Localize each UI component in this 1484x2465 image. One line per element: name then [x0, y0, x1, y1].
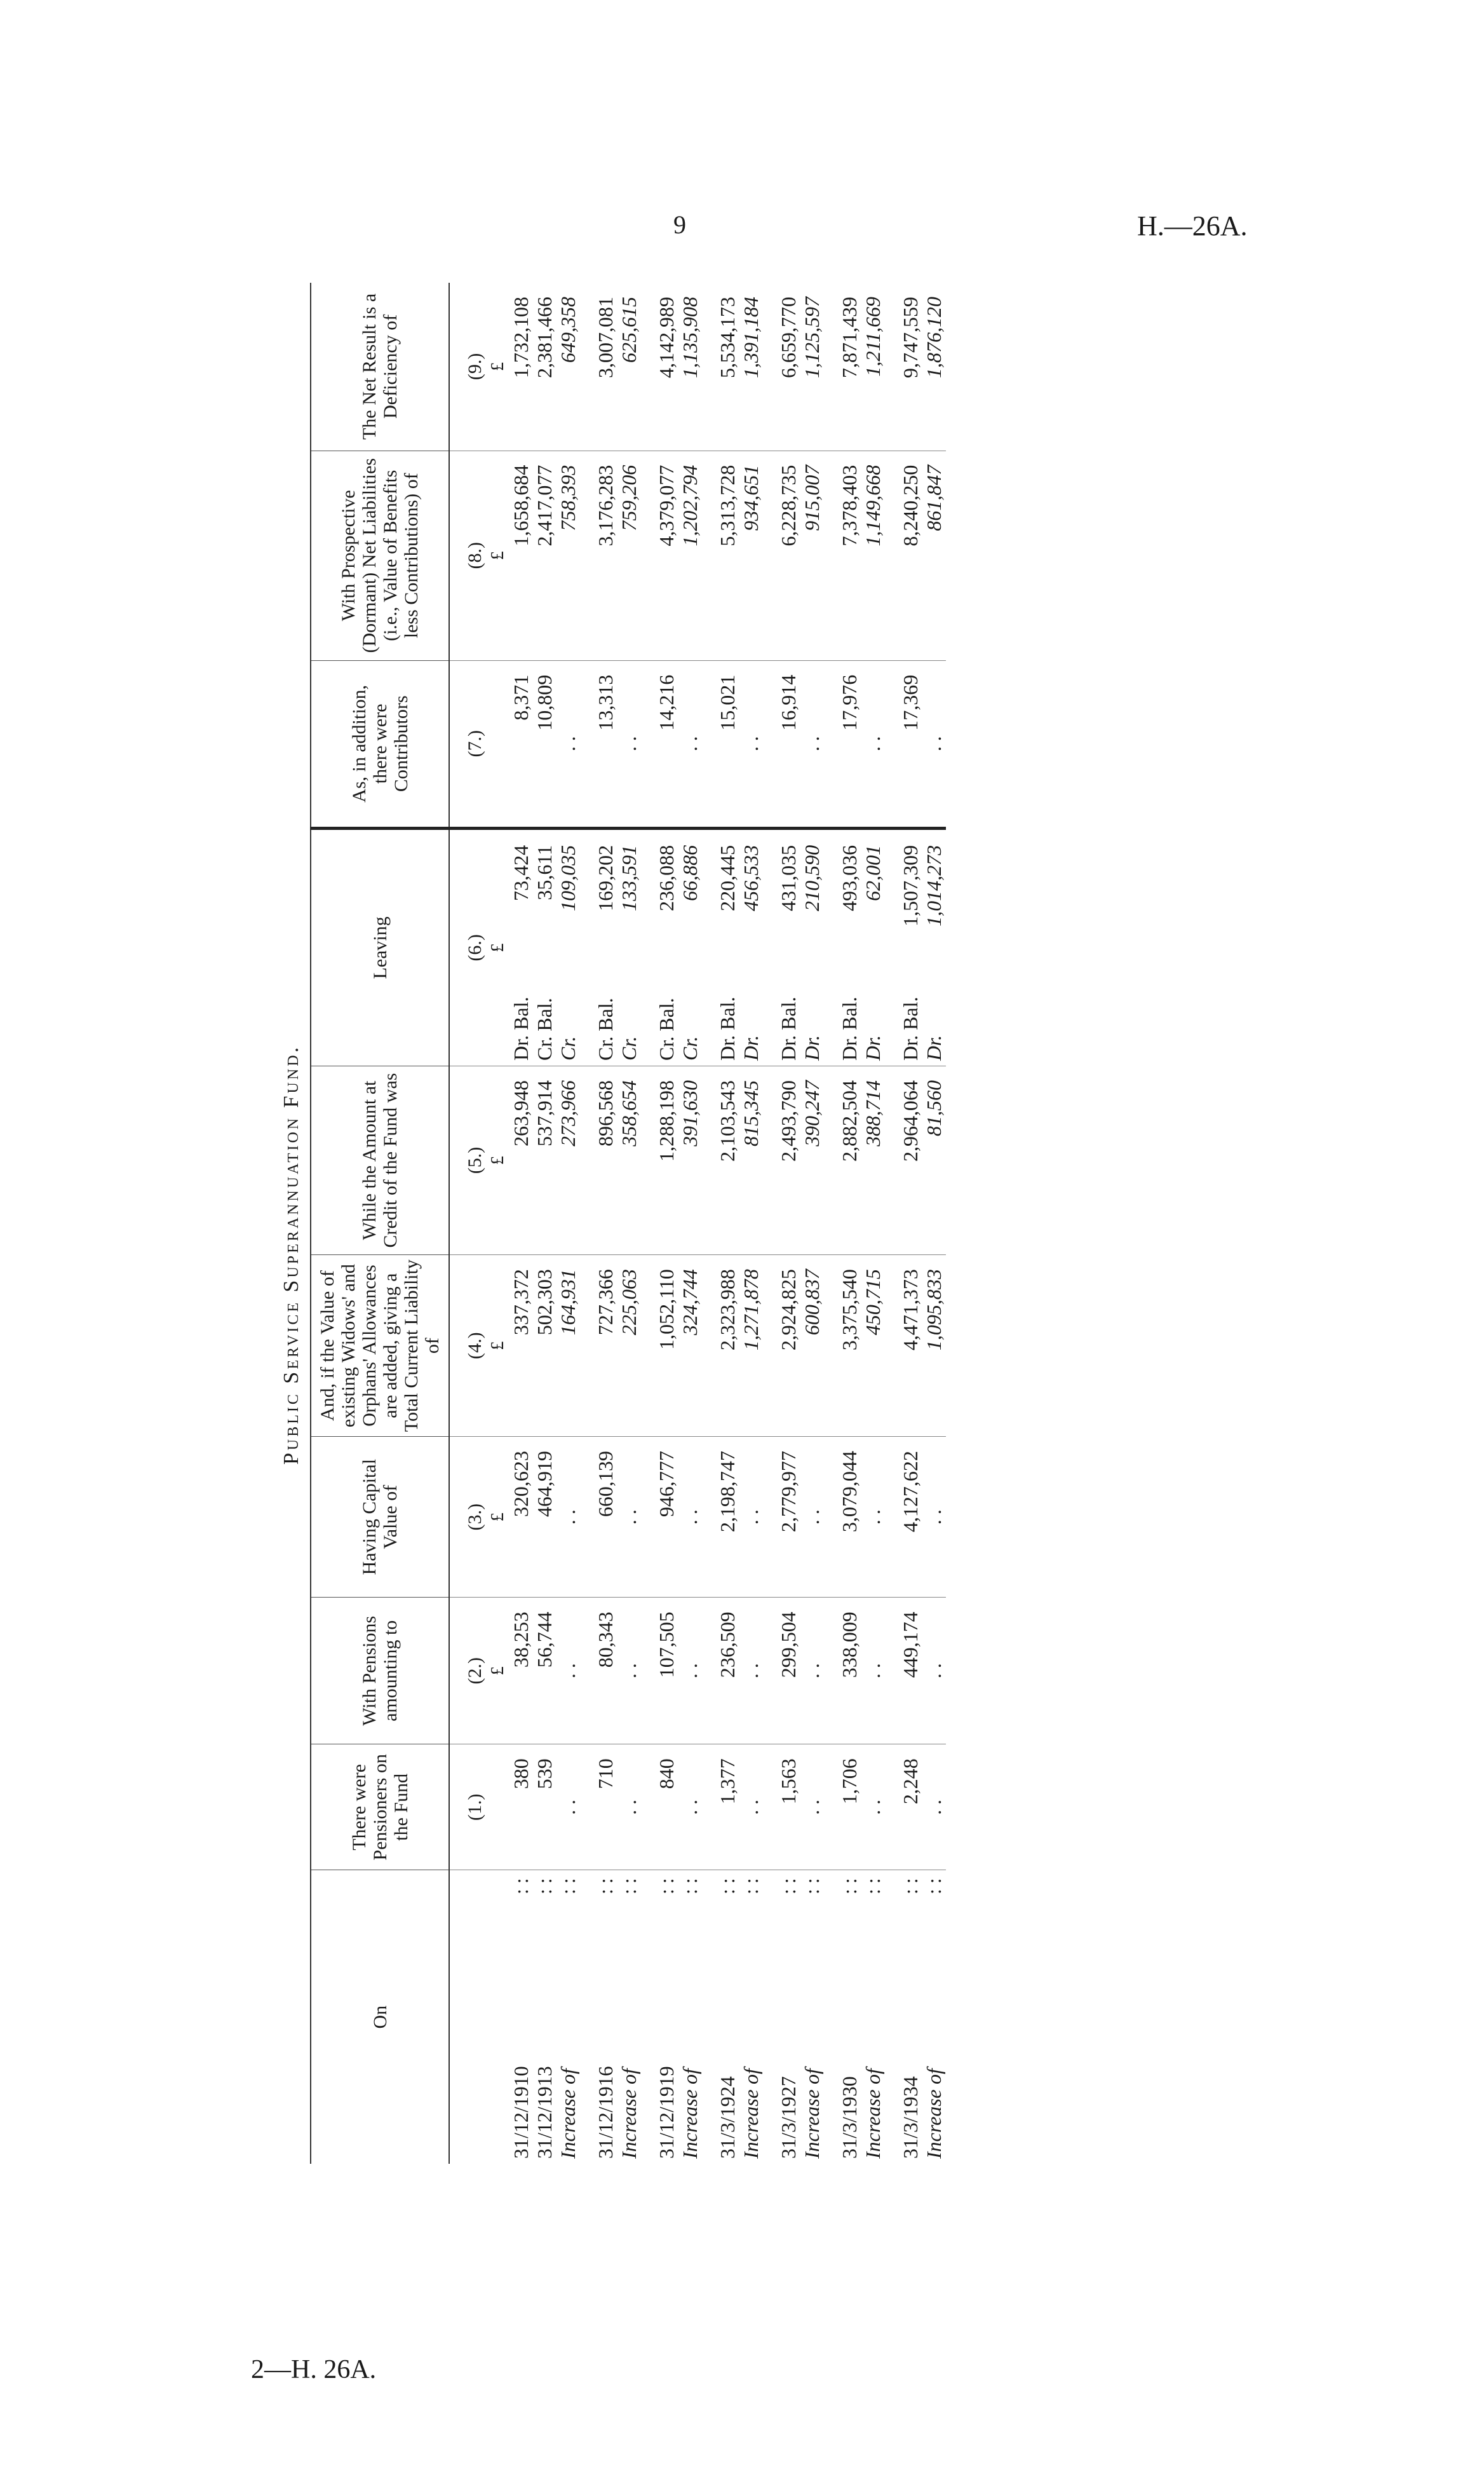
group-gap [824, 283, 838, 2164]
cell-c8: 4,379,077 [655, 451, 678, 660]
table-row [800, 283, 824, 2164]
row-label: 31/3/1924 [716, 2076, 739, 2159]
cell-c4: 727,366 [594, 1255, 617, 1437]
cell-c5: 2,103,543 [716, 1066, 739, 1254]
cell-leaving [800, 828, 824, 1066]
header-on: On [311, 1870, 449, 2164]
cell-c2: 38,253 [509, 1598, 533, 1744]
pound-sign: £ [487, 1437, 509, 1598]
cell-c7: . . [617, 660, 641, 828]
cell-on [838, 1870, 861, 2164]
group-gap [763, 283, 777, 2164]
row-label: 31/3/1927 [777, 2076, 800, 2159]
table-row [861, 283, 885, 2164]
cell-c5: 391,630 [678, 1066, 702, 1254]
cell-c7: . . [556, 660, 580, 828]
cell-c4: 1,052,110 [655, 1255, 678, 1437]
balance-type: Dr. Bal. [777, 996, 800, 1061]
balance-type: Cr. Bal. [533, 998, 556, 1061]
cell-c7: 10,809 [533, 660, 556, 828]
cell-c4: 1,095,833 [922, 1255, 946, 1437]
cell-c1: . . [739, 1744, 763, 1870]
cell-c9: 6,659,770 [777, 283, 800, 451]
document-code: H.—26A. [1137, 210, 1248, 241]
cell-c7: 17,976 [838, 660, 861, 828]
cell-c9: 649,358 [556, 283, 580, 451]
table-row [838, 283, 861, 2164]
cell-c4: 225,063 [617, 1255, 641, 1437]
table-row [655, 283, 678, 2164]
cell-c4: 3,375,540 [838, 1255, 861, 1437]
header-pensions: With Pensions amounting to [311, 1598, 449, 1744]
cell-c3: . . [800, 1437, 824, 1598]
row-leader: : : [922, 1878, 945, 1895]
cell-c2: 236,509 [716, 1598, 739, 1744]
cell-on [800, 1870, 824, 2164]
cell-c2: . . [678, 1598, 702, 1744]
header-fund-credit: While the Amount at Credit of the Fund was [311, 1066, 449, 1254]
cell-c2: . . [922, 1598, 946, 1744]
row-leader: : : [899, 1878, 922, 1895]
row-label: 31/12/1910 [509, 2066, 532, 2159]
cell-c2: 107,505 [655, 1598, 678, 1744]
cell-c7: 15,021 [716, 660, 739, 828]
row-leader: : : [655, 1878, 678, 1895]
cell-leaving [678, 828, 702, 1066]
cell-c1: 710 [594, 1744, 617, 1870]
cell-on [739, 1870, 763, 2164]
cell-c4: 450,715 [861, 1255, 885, 1437]
cell-c1: . . [922, 1744, 946, 1870]
col-num: (5.) [449, 1066, 487, 1254]
cell-c2: 338,009 [838, 1598, 861, 1744]
balance-value: 169,202 [594, 845, 617, 911]
table-row [716, 283, 739, 2164]
table-row [533, 283, 556, 2164]
header-contributors: As, in addition, there were Contributors [311, 660, 449, 828]
cell-c9: 1,135,908 [678, 283, 702, 451]
balance-value: 35,611 [533, 845, 556, 900]
cell-c5: 2,493,790 [777, 1066, 800, 1254]
cell-c4: 2,323,988 [716, 1255, 739, 1437]
cell-c9: 1,732,108 [509, 283, 533, 451]
cell-leaving [533, 828, 556, 1066]
cell-c3: 660,139 [594, 1437, 617, 1598]
cell-c2: . . [800, 1598, 824, 1744]
cell-c9: 1,211,669 [861, 283, 885, 451]
cell-c2: 80,343 [594, 1598, 617, 1744]
cell-on [655, 1870, 678, 2164]
cell-c7: . . [922, 660, 946, 828]
cell-c7: 13,313 [594, 660, 617, 828]
cell-c8: 934,651 [739, 451, 763, 660]
group-gap [702, 283, 716, 2164]
cell-c3: . . [739, 1437, 763, 1598]
row-label: Increase of [556, 2068, 579, 2159]
header-deficiency: The Net Result is a Deficiency of [311, 283, 449, 451]
cell-c9: 3,007,081 [594, 283, 617, 451]
cell-c5: 263,948 [509, 1066, 533, 1254]
balance-value: 456,533 [739, 845, 762, 911]
cell-on [861, 1870, 885, 2164]
cell-c8: 1,658,684 [509, 451, 533, 660]
balance-value: 1,507,309 [899, 845, 922, 927]
row-leader: : : [617, 1878, 640, 1895]
cell-c8: 1,202,794 [678, 451, 702, 660]
table-row [594, 283, 617, 2164]
row-leader: : : [838, 1878, 861, 1895]
balance-type: Dr. [861, 1035, 884, 1061]
balance-value: 210,590 [800, 845, 823, 911]
balance-value: 431,035 [777, 845, 800, 911]
balance-type: Dr. [800, 1035, 823, 1061]
cell-c9: 625,615 [617, 283, 641, 451]
row-label: 31/3/1934 [899, 2076, 922, 2159]
cell-c5: 390,247 [800, 1066, 824, 1254]
cell-on [617, 1870, 641, 2164]
row-label: Increase of [739, 2068, 762, 2159]
cell-c1: 1,563 [777, 1744, 800, 1870]
pound-sign: £ [487, 1066, 509, 1254]
balance-type: Cr. [617, 1036, 640, 1061]
cell-c4: 2,924,825 [777, 1255, 800, 1437]
superannuation-table [310, 283, 946, 2164]
pound-sign: £ [487, 828, 509, 1066]
balance-value: 493,036 [838, 845, 861, 911]
table-row [509, 283, 533, 2164]
col-num: (4.) [449, 1255, 487, 1437]
balance-value: 73,424 [509, 845, 532, 901]
cell-c5: 896,568 [594, 1066, 617, 1254]
cell-c4: 502,303 [533, 1255, 556, 1437]
page-number: 9 [673, 210, 686, 239]
cell-on [922, 1870, 946, 2164]
cell-c4: 337,372 [509, 1255, 533, 1437]
balance-value: 62,001 [861, 845, 884, 901]
cell-c4: 324,744 [678, 1255, 702, 1437]
row-leader: : : [739, 1878, 762, 1895]
cell-on [594, 1870, 617, 2164]
row-label: 31/12/1913 [533, 2066, 556, 2159]
cell-on [899, 1870, 922, 2164]
cell-c3: 2,779,977 [777, 1437, 800, 1598]
cell-c3: 464,919 [533, 1437, 556, 1598]
footer-code: 2—H. 26A. [251, 2355, 377, 2384]
pound-sign: £ [487, 283, 509, 451]
cell-c8: 915,007 [800, 451, 824, 660]
cell-c7: 14,216 [655, 660, 678, 828]
row-label: Increase of [861, 2068, 884, 2159]
cell-on [556, 1870, 580, 2164]
cell-c3: 946,777 [655, 1437, 678, 1598]
col-num: (9.) [449, 283, 487, 451]
cell-c8: 8,240,250 [899, 451, 922, 660]
cell-leaving [838, 828, 861, 1066]
balance-value: 133,591 [617, 845, 640, 911]
row-label: 31/3/1930 [838, 2076, 861, 2159]
cell-c1: . . [861, 1744, 885, 1870]
table-row [617, 283, 641, 2164]
table-row [556, 283, 580, 2164]
cell-on [777, 1870, 800, 2164]
cell-on [533, 1870, 556, 2164]
cell-c1: . . [800, 1744, 824, 1870]
cell-c1: 1,706 [838, 1744, 861, 1870]
cell-on [509, 1870, 533, 2164]
row-leader: : : [556, 1878, 579, 1895]
row-leader: : : [678, 1878, 701, 1895]
cell-c2: . . [861, 1598, 885, 1744]
col-num: (7.) [449, 660, 487, 828]
table-row [739, 283, 763, 2164]
balance-value: 66,886 [678, 845, 701, 901]
cell-c1: . . [678, 1744, 702, 1870]
group-gap [885, 283, 899, 2164]
balance-type: Cr. Bal. [655, 998, 678, 1061]
row-leader: : : [594, 1878, 617, 1895]
cell-c5: 537,914 [533, 1066, 556, 1254]
col-num: (2.) [449, 1598, 487, 1744]
cell-c3: 3,079,044 [838, 1437, 861, 1598]
cell-c8: 861,847 [922, 451, 946, 660]
row-label: Increase of [800, 2068, 823, 2159]
cell-c3: . . [556, 1437, 580, 1598]
cell-c9: 9,747,559 [899, 283, 922, 451]
cell-c3: . . [678, 1437, 702, 1598]
cell-c5: 1,288,198 [655, 1066, 678, 1254]
cell-c5: 2,882,504 [838, 1066, 861, 1254]
table-row [777, 283, 800, 2164]
cell-c5: 273,966 [556, 1066, 580, 1254]
cell-leaving [777, 828, 800, 1066]
balance-type: Dr. Bal. [509, 996, 532, 1061]
row-label: 31/12/1916 [594, 2066, 617, 2159]
unit-row [487, 283, 509, 2164]
cell-c7: 8,371 [509, 660, 533, 828]
balance-value: 109,035 [556, 845, 579, 911]
header-pensioners: There were Pensioners on the Fund [311, 1744, 449, 1870]
col-num: (6.) [449, 828, 487, 1066]
balance-type: Dr. Bal. [899, 996, 922, 1061]
cell-c5: 2,964,064 [899, 1066, 922, 1254]
cell-on [678, 1870, 702, 2164]
cell-c3: . . [861, 1437, 885, 1598]
cell-c5: 81,560 [922, 1066, 946, 1254]
table-row [678, 283, 702, 2164]
header-prospective: With Prospective (Dormant) Net Liabilities (i.e., Value of Benefits less Contributions) of [311, 451, 449, 660]
table-title: Public Service Superannuation Fund. [280, 1044, 303, 1465]
cell-c1: . . [556, 1744, 580, 1870]
pound-sign: £ [487, 1255, 509, 1437]
col-num: (1.) [449, 1744, 487, 1870]
cell-c7: . . [678, 660, 702, 828]
cell-c9: 2,381,466 [533, 283, 556, 451]
cell-leaving [594, 828, 617, 1066]
cell-c7: 16,914 [777, 660, 800, 828]
cell-c2: . . [617, 1598, 641, 1744]
cell-leaving [617, 828, 641, 1066]
cell-c2: . . [739, 1598, 763, 1744]
cell-c8: 7,378,403 [838, 451, 861, 660]
col-num: (8.) [449, 451, 487, 660]
cell-c2: 449,174 [899, 1598, 922, 1744]
cell-c5: 388,714 [861, 1066, 885, 1254]
cell-on [716, 1870, 739, 2164]
cell-c3: . . [617, 1437, 641, 1598]
cell-c2: 299,504 [777, 1598, 800, 1744]
cell-c1: 840 [655, 1744, 678, 1870]
cell-c9: 7,871,439 [838, 283, 861, 451]
balance-type: Cr. [678, 1036, 701, 1061]
row-leader: : : [509, 1878, 532, 1895]
balance-value: 220,445 [716, 845, 739, 911]
row-label: 31/12/1919 [655, 2066, 678, 2159]
pound-sign: £ [487, 451, 509, 660]
cell-leaving [922, 828, 946, 1066]
cell-c7: 17,369 [899, 660, 922, 828]
row-leader: : : [533, 1878, 556, 1895]
cell-c2: 56,744 [533, 1598, 556, 1744]
balance-type: Cr. Bal. [594, 998, 617, 1061]
cell-leaving [899, 828, 922, 1066]
group-gap [580, 283, 594, 2164]
balance-value: 1,014,273 [922, 845, 945, 927]
cell-c1: . . [617, 1744, 641, 1870]
cell-c7: . . [739, 660, 763, 828]
cell-c9: 1,391,184 [739, 283, 763, 451]
header-capital-value: Having Capital Value of [311, 1437, 449, 1598]
balance-type: Dr. Bal. [838, 996, 861, 1061]
row-leader: : : [777, 1878, 800, 1895]
cell-c3: 2,198,747 [716, 1437, 739, 1598]
cell-c5: 815,345 [739, 1066, 763, 1254]
rotated-table-container [310, 283, 1136, 2164]
cell-leaving [655, 828, 678, 1066]
cell-c4: 4,471,373 [899, 1255, 922, 1437]
cell-leaving [739, 828, 763, 1066]
balance-value: 236,088 [655, 845, 678, 911]
cell-c8: 5,313,728 [716, 451, 739, 660]
cell-c9: 1,125,597 [800, 283, 824, 451]
cell-c8: 759,206 [617, 451, 641, 660]
column-number-row [449, 283, 487, 2164]
row-label: Increase of [678, 2068, 701, 2159]
header-total-liability: And, if the Value of existing Widows' and Orphans' Allowances are added, giving a Total Current Liability of [311, 1255, 449, 1437]
cell-c8: 2,417,077 [533, 451, 556, 660]
col-num: (3.) [449, 1437, 487, 1598]
cell-c3: 320,623 [509, 1437, 533, 1598]
table-row [899, 283, 922, 2164]
cell-leaving [861, 828, 885, 1066]
header-leaving: Leaving [311, 828, 449, 1066]
pound-sign: £ [487, 1598, 509, 1744]
cell-c1: 1,377 [716, 1744, 739, 1870]
cell-c1: 539 [533, 1744, 556, 1870]
cell-c9: 5,534,173 [716, 283, 739, 451]
cell-c3: . . [922, 1437, 946, 1598]
balance-type: Dr. [922, 1035, 945, 1061]
cell-c5: 358,654 [617, 1066, 641, 1254]
cell-c7: . . [800, 660, 824, 828]
balance-type: Cr. [556, 1036, 579, 1061]
row-label: Increase of [617, 2068, 640, 2159]
cell-c9: 1,876,120 [922, 283, 946, 451]
cell-c4: 164,931 [556, 1255, 580, 1437]
cell-c4: 600,837 [800, 1255, 824, 1437]
cell-c4: 1,271,878 [739, 1255, 763, 1437]
cell-c1: 2,248 [899, 1744, 922, 1870]
header-row [311, 283, 449, 2164]
balance-type: Dr. [739, 1035, 762, 1061]
cell-c8: 1,149,668 [861, 451, 885, 660]
group-gap [641, 283, 655, 2164]
cell-leaving [556, 828, 580, 1066]
cell-c3: 4,127,622 [899, 1437, 922, 1598]
row-leader: : : [716, 1878, 739, 1895]
balance-type: Dr. Bal. [716, 996, 739, 1061]
cell-c8: 3,176,283 [594, 451, 617, 660]
cell-c7: . . [861, 660, 885, 828]
table-row [922, 283, 946, 2164]
row-label: Increase of [922, 2068, 945, 2159]
cell-c8: 6,228,735 [777, 451, 800, 660]
cell-leaving [509, 828, 533, 1066]
cell-c1: 380 [509, 1744, 533, 1870]
cell-c8: 758,393 [556, 451, 580, 660]
cell-c2: . . [556, 1598, 580, 1744]
cell-leaving [716, 828, 739, 1066]
cell-c9: 4,142,989 [655, 283, 678, 451]
row-leader: : : [800, 1878, 823, 1895]
row-leader: : : [861, 1878, 884, 1895]
